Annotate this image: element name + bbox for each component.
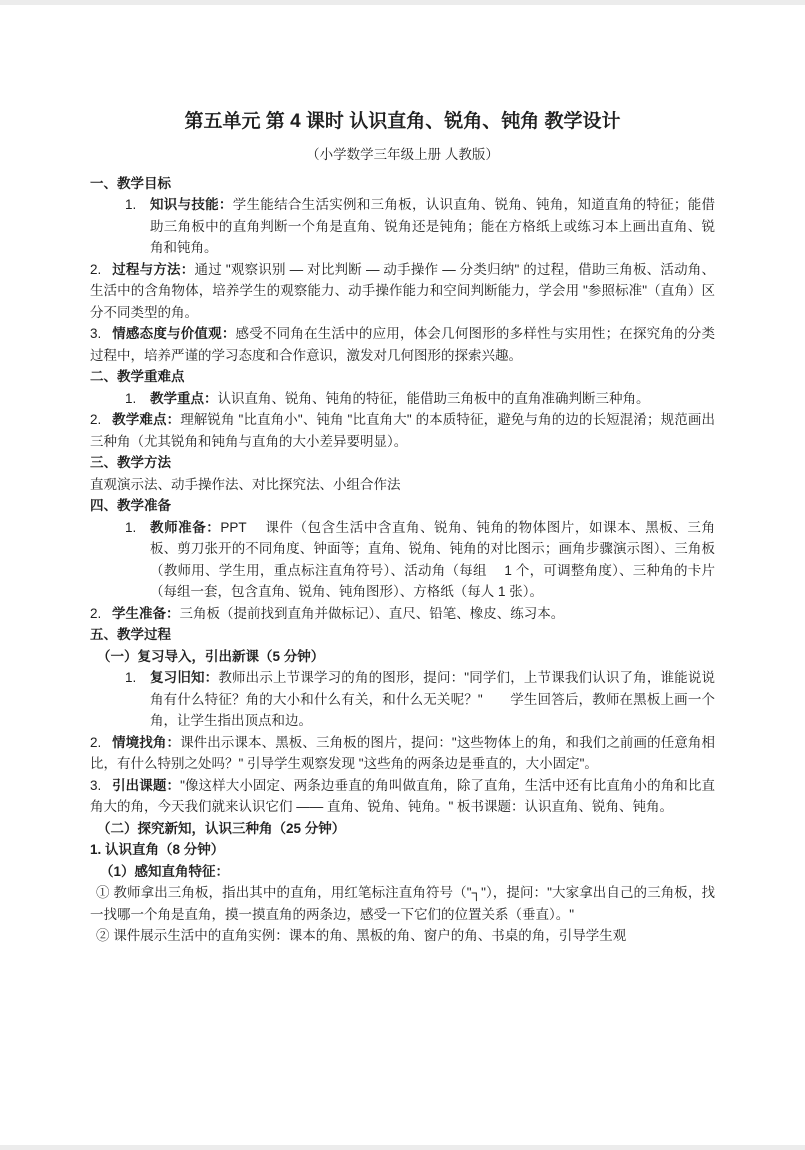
label-bold-text: 教学重点： [150,390,218,406]
numbered-paragraph [90,409,715,452]
text-run: 三角板（提前找到直角并做标记）、直尺、铅笔、橡皮、练习本。 [179,605,565,621]
label-bold-text: 教师准备： [150,519,221,535]
item-marker: 2. [90,261,102,277]
label-bold-text: （一）复习导入，引出新课（5 分钟） [97,648,325,664]
label-bold-text: 引出课题： [112,777,181,793]
text-run: 感受不同角在生活中的应用，体会几何图形的多样性与实用性；在探究角的分类过程中，培养严谨的学习态度和合作意识，激发对几何图形的探索兴趣。 [90,326,716,363]
text-run: 教师出示上节课学习的角的图形，提问："同学们，上节课我们认识了角，谁能说说角有什么特征？角的大小和什么有关，和什么无关呢？" 学生回答后，教师在黑板上画一个角，让学生指出顶点和边。 [150,670,716,728]
label-bold-text: 复习旧知： [150,670,219,685]
label-bold-text: （1）感知直角特征： [100,863,230,879]
section-heading [90,173,715,195]
text-run: PPT 课件（包含生活中含直角、锐角、钝角的物体图片，如课本、黑板、三角板、剪刀张开的不同角度、钟面等；直角、锐角、钝角的对比图示；画角步骤演示图）、三角板（教师用、学生用，重点标注直角符号）、活动角（每组 1 个，可调整角度）、三种角的卡片（每组一套，包含直角、锐角、钝角图形）、方格纸（每人 1 张）。 [150,519,716,599]
item-marker: 1. [125,390,137,406]
document-subtitle [90,144,715,166]
item-marker: 2. [90,412,102,427]
numbered-paragraph [90,775,715,818]
text-run: 理解锐角 "比直角小"、钝角 "比直角大" 的本质特征，避免与角的边的长短混淆；规范画出三种角（尤其锐角和钝角与直角的大小差异要明显）。 [90,412,716,449]
item-marker: 3. [90,326,102,341]
text-run: ② 课件展示生活中的直角实例：课本的角、黑板的角、窗户的角、书桌的角，引导学生观 [96,928,627,943]
label-bold-text: 过程与方法： [112,261,195,277]
section-heading [90,495,715,517]
text-run: 课件出示课本、黑板、三角板的图片，提问："这些物体上的角，和我们之前画的任意角相比，有什么特别之处吗？" 引导学生观察发现 "这些角的两条边是垂直的，大小固定"。 [90,734,715,771]
section-heading [90,452,715,474]
numbered-paragraph [90,259,715,324]
numbered-paragraph [90,732,715,775]
item-marker: 3. [90,777,102,793]
section-heading [90,624,715,646]
text-run: 直观演示法、动手操作法、对比探究法、小组合作法 [90,476,401,492]
document-content [90,109,715,947]
item-marker: 2. [90,605,102,621]
list-item [90,667,715,732]
label-bold-text: 五、教学过程 [90,627,171,642]
label-bold-text: 三、教学方法 [90,455,171,470]
text-run: 通过 "观察识别 — 对比判断 — 动手操作 — 分类归纳" 的过程，借助三角板、活动角、生活中的含角物体，培养学生的观察能力、动手操作能力和空间判断能力，学会用 "参照标准"（直角）区分不同类型的角。 [90,261,716,320]
label-bold-text: 情感态度与价值观： [112,326,236,341]
document-page [0,5,805,1145]
paragraph [90,474,715,496]
document-title [90,109,715,135]
text-run: ① 教师拿出三角板，指出其中的直角，用红笔标注直角符号（"┐"），提问："大家拿出自己的三角板，找一找哪一个角是直角，摸一摸直角的两条边，感受一下它们的位置关系（垂直）。" [90,885,715,922]
numbered-paragraph [90,603,715,625]
text-run: 学生能结合生活实例和三角板，认识直角、锐角、钝角，知道直角的特征；能借助三角板中的直角判断一个角是直角、锐角还是钝角；能在方格纸上或练习本上画出直角、锐角和钝角。 [150,197,716,255]
list-item [90,194,715,259]
label-bold-text: 学生准备： [112,605,180,621]
label-bold-text: 1. 认识直角（8 分钟） [90,842,225,857]
label-bold-text: 四、教学准备 [90,498,171,513]
item-marker: 1. [125,519,137,535]
section-heading [90,366,715,388]
subsection-heading [90,818,715,840]
step-paragraph [90,925,715,947]
label-bold-text: （二）探究新知，认识三种角（25 分钟） [97,820,346,836]
label-bold-text: 情境找角： [112,734,181,750]
numbered-paragraph [90,323,715,366]
subsection-heading [90,646,715,668]
subsection-heading [90,861,715,883]
list-item [90,517,715,603]
label-bold-text: 一、教学目标 [90,175,171,191]
label-bold-text: 教学难点： [112,412,181,427]
item-marker: 1. [125,670,137,685]
step-paragraph [90,882,715,925]
text-run: （小学数学三年级上册 人教版） [306,147,499,162]
list-item [90,388,715,410]
label-bold-text: 知识与技能： [150,197,233,212]
text-run: "像这样大小固定、两条边垂直的角叫做直角，除了直角，生活中还有比直角小的角和比直角大的角，今天我们就来认识它们 —— 直角、锐角、钝角。" 板书课题：认识直角、锐角、钝角。 [90,777,715,814]
item-marker: 1. [125,197,137,212]
section-heading [90,839,715,861]
item-marker: 2. [90,734,102,750]
label-bold-text: 第五单元 第 4 课时 认识直角、锐角、钝角 教学设计 [184,111,621,132]
label-bold-text: 二、教学重难点 [90,369,185,384]
text-run: 认识直角、锐角、钝角的特征，能借助三角板中的直角准确判断三种角。 [217,390,650,406]
